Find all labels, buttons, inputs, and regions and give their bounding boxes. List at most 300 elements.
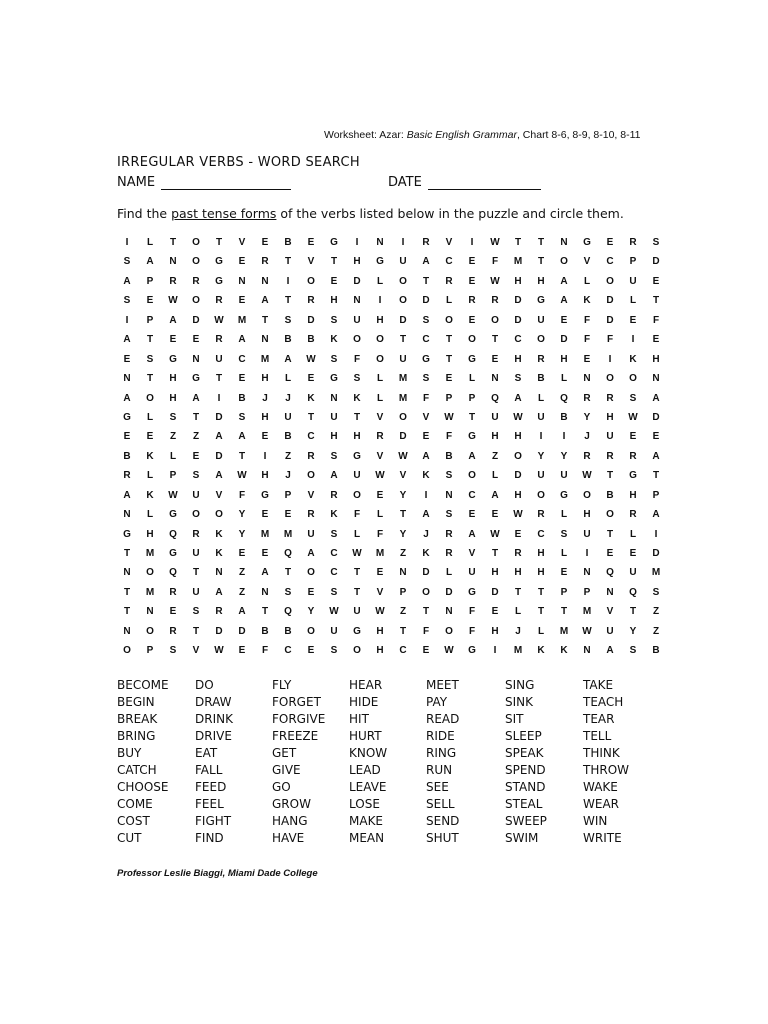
- grid-letter[interactable]: O: [215, 509, 223, 521]
- grid-letter[interactable]: D: [606, 314, 614, 326]
- grid-letter[interactable]: N: [353, 295, 361, 307]
- grid-letter[interactable]: N: [192, 353, 200, 365]
- grid-letter[interactable]: T: [514, 586, 522, 598]
- grid-letter[interactable]: S: [652, 586, 660, 598]
- grid-letter[interactable]: T: [422, 606, 430, 618]
- grid-letter[interactable]: L: [560, 373, 568, 385]
- grid-letter[interactable]: R: [307, 509, 315, 521]
- grid-letter[interactable]: Z: [238, 586, 246, 598]
- grid-letter[interactable]: O: [399, 295, 407, 307]
- grid-letter[interactable]: Y: [629, 625, 637, 637]
- grid-letter[interactable]: K: [560, 645, 568, 657]
- grid-letter[interactable]: R: [583, 392, 591, 404]
- grid-letter[interactable]: K: [146, 450, 154, 462]
- grid-letter[interactable]: R: [537, 509, 545, 521]
- grid-letter[interactable]: T: [537, 237, 545, 248]
- grid-letter[interactable]: K: [537, 645, 545, 657]
- grid-letter[interactable]: T: [215, 373, 223, 385]
- grid-letter[interactable]: U: [583, 528, 591, 540]
- grid-letter[interactable]: L: [629, 295, 637, 307]
- grid-letter[interactable]: E: [514, 528, 522, 540]
- grid-letter[interactable]: A: [491, 489, 499, 501]
- grid-letter[interactable]: G: [537, 295, 545, 307]
- grid-letter[interactable]: M: [145, 548, 155, 559]
- grid-letter[interactable]: S: [422, 373, 430, 385]
- grid-letter[interactable]: L: [146, 237, 154, 248]
- grid-letter[interactable]: N: [445, 489, 453, 501]
- grid-letter[interactable]: W: [237, 470, 247, 482]
- grid-letter[interactable]: C: [606, 256, 614, 268]
- grid-letter[interactable]: L: [353, 528, 361, 540]
- grid-letter[interactable]: O: [376, 353, 384, 365]
- grid-letter[interactable]: U: [537, 314, 545, 326]
- grid-letter[interactable]: D: [399, 314, 407, 326]
- grid-letter[interactable]: S: [146, 353, 154, 365]
- grid-letter[interactable]: G: [215, 256, 223, 268]
- grid-letter[interactable]: T: [560, 606, 568, 618]
- grid-letter[interactable]: N: [583, 567, 591, 579]
- grid-letter[interactable]: G: [629, 470, 637, 482]
- grid-letter[interactable]: T: [123, 548, 131, 559]
- grid-letter[interactable]: T: [491, 334, 499, 346]
- grid-letter[interactable]: W: [398, 450, 408, 462]
- grid-letter[interactable]: Q: [284, 606, 292, 618]
- grid-letter[interactable]: R: [629, 509, 637, 521]
- grid-letter[interactable]: H: [261, 470, 269, 482]
- grid-letter[interactable]: E: [238, 373, 246, 385]
- grid-letter[interactable]: T: [261, 606, 269, 618]
- grid-letter[interactable]: N: [261, 334, 269, 346]
- grid-letter[interactable]: O: [491, 314, 499, 326]
- grid-letter[interactable]: N: [169, 256, 177, 268]
- grid-letter[interactable]: E: [146, 295, 154, 307]
- grid-letter[interactable]: N: [652, 373, 660, 385]
- grid-letter[interactable]: N: [238, 275, 246, 287]
- grid-letter[interactable]: D: [422, 295, 430, 307]
- grid-letter[interactable]: E: [307, 645, 315, 657]
- grid-letter[interactable]: L: [376, 509, 384, 521]
- grid-letter[interactable]: H: [376, 625, 384, 637]
- grid-letter[interactable]: L: [491, 470, 499, 482]
- grid-letter[interactable]: E: [422, 645, 430, 657]
- grid-letter[interactable]: A: [468, 450, 476, 462]
- grid-letter[interactable]: V: [376, 411, 384, 423]
- grid-letter[interactable]: Q: [560, 392, 568, 404]
- grid-letter[interactable]: K: [583, 295, 591, 307]
- grid-letter[interactable]: Q: [169, 567, 177, 579]
- grid-letter[interactable]: T: [445, 334, 453, 346]
- grid-letter[interactable]: T: [330, 256, 338, 268]
- grid-letter[interactable]: S: [169, 645, 177, 657]
- grid-letter[interactable]: E: [284, 509, 292, 521]
- grid-letter[interactable]: A: [422, 256, 430, 268]
- grid-letter[interactable]: R: [261, 256, 269, 268]
- grid-letter[interactable]: T: [284, 256, 292, 268]
- grid-letter[interactable]: E: [307, 237, 315, 248]
- grid-letter[interactable]: W: [444, 645, 454, 657]
- grid-letter[interactable]: F: [583, 314, 591, 326]
- grid-letter[interactable]: Y: [537, 450, 545, 462]
- grid-letter[interactable]: M: [559, 625, 569, 637]
- grid-letter[interactable]: U: [192, 489, 200, 501]
- grid-letter[interactable]: E: [468, 275, 476, 287]
- grid-letter[interactable]: N: [606, 586, 614, 598]
- grid-letter[interactable]: H: [537, 275, 545, 287]
- grid-letter[interactable]: V: [583, 256, 591, 268]
- grid-letter[interactable]: N: [261, 275, 269, 287]
- grid-letter[interactable]: D: [307, 314, 315, 326]
- grid-letter[interactable]: E: [169, 606, 177, 618]
- grid-letter[interactable]: N: [261, 586, 269, 598]
- grid-letter[interactable]: Z: [652, 625, 660, 637]
- grid-letter[interactable]: D: [399, 431, 407, 443]
- grid-letter[interactable]: O: [468, 470, 476, 482]
- grid-letter[interactable]: R: [422, 237, 430, 248]
- grid-letter[interactable]: H: [514, 431, 522, 443]
- grid-letter[interactable]: A: [560, 275, 568, 287]
- grid-letter[interactable]: L: [583, 275, 591, 287]
- grid-letter[interactable]: H: [491, 625, 499, 637]
- grid-letter[interactable]: Y: [307, 606, 315, 618]
- grid-letter[interactable]: E: [169, 334, 177, 346]
- grid-letter[interactable]: F: [353, 353, 361, 365]
- grid-letter[interactable]: H: [537, 567, 545, 579]
- grid-letter[interactable]: O: [192, 509, 200, 521]
- grid-letter[interactable]: E: [491, 606, 499, 618]
- grid-letter[interactable]: L: [560, 548, 568, 559]
- grid-letter[interactable]: G: [169, 509, 177, 521]
- grid-letter[interactable]: M: [582, 606, 592, 618]
- grid-letter[interactable]: A: [215, 470, 223, 482]
- grid-letter[interactable]: H: [514, 353, 522, 365]
- grid-letter[interactable]: R: [123, 470, 131, 482]
- grid-letter[interactable]: K: [215, 548, 223, 559]
- grid-letter[interactable]: R: [215, 295, 223, 307]
- grid-letter[interactable]: N: [583, 373, 591, 385]
- grid-letter[interactable]: L: [146, 470, 154, 482]
- grid-letter[interactable]: O: [307, 275, 315, 287]
- grid-letter[interactable]: E: [652, 334, 660, 346]
- grid-letter[interactable]: U: [353, 606, 361, 618]
- grid-letter[interactable]: G: [468, 353, 476, 365]
- grid-letter[interactable]: D: [560, 334, 568, 346]
- grid-letter[interactable]: D: [606, 295, 614, 307]
- grid-letter[interactable]: A: [560, 295, 568, 307]
- grid-letter[interactable]: T: [399, 625, 407, 637]
- grid-letter[interactable]: O: [514, 450, 522, 462]
- grid-letter[interactable]: T: [537, 586, 545, 598]
- grid-letter[interactable]: D: [514, 295, 522, 307]
- grid-letter[interactable]: C: [399, 645, 407, 657]
- grid-letter[interactable]: L: [514, 606, 522, 618]
- grid-letter[interactable]: G: [215, 275, 223, 287]
- grid-letter[interactable]: S: [123, 256, 131, 268]
- grid-letter[interactable]: D: [652, 411, 660, 423]
- grid-letter[interactable]: T: [192, 625, 200, 637]
- grid-letter[interactable]: S: [284, 586, 292, 598]
- grid-letter[interactable]: G: [192, 373, 200, 385]
- grid-letter[interactable]: U: [330, 411, 338, 423]
- grid-letter[interactable]: A: [606, 645, 614, 657]
- grid-letter[interactable]: M: [651, 567, 661, 579]
- grid-letter[interactable]: P: [146, 645, 154, 657]
- grid-letter[interactable]: J: [515, 625, 521, 637]
- grid-letter[interactable]: D: [445, 586, 453, 598]
- grid-letter[interactable]: S: [123, 295, 131, 307]
- grid-letter[interactable]: L: [468, 373, 476, 385]
- grid-letter[interactable]: W: [352, 548, 362, 559]
- grid-letter[interactable]: R: [445, 275, 453, 287]
- grid-letter[interactable]: R: [468, 295, 476, 307]
- grid-letter[interactable]: B: [445, 450, 453, 462]
- grid-letter[interactable]: T: [445, 353, 453, 365]
- grid-letter[interactable]: A: [652, 392, 660, 404]
- grid-letter[interactable]: P: [399, 586, 407, 598]
- grid-letter[interactable]: E: [330, 275, 338, 287]
- grid-letter[interactable]: B: [537, 373, 545, 385]
- grid-letter[interactable]: S: [330, 645, 338, 657]
- grid-letter[interactable]: K: [146, 489, 154, 501]
- grid-letter[interactable]: F: [491, 256, 499, 268]
- grid-letter[interactable]: A: [123, 334, 131, 346]
- grid-letter[interactable]: W: [490, 275, 500, 287]
- grid-letter[interactable]: F: [468, 606, 476, 618]
- grid-letter[interactable]: W: [513, 509, 523, 521]
- grid-letter[interactable]: E: [629, 314, 637, 326]
- grid-letter[interactable]: P: [146, 314, 154, 326]
- grid-letter[interactable]: D: [422, 567, 430, 579]
- grid-letter[interactable]: N: [491, 373, 499, 385]
- grid-letter[interactable]: W: [375, 470, 385, 482]
- grid-letter[interactable]: K: [629, 353, 637, 365]
- grid-letter[interactable]: L: [537, 625, 545, 637]
- grid-letter[interactable]: S: [330, 314, 338, 326]
- grid-letter[interactable]: O: [353, 334, 361, 346]
- grid-letter[interactable]: U: [606, 625, 614, 637]
- grid-letter[interactable]: D: [192, 314, 200, 326]
- grid-letter[interactable]: A: [215, 586, 223, 598]
- grid-letter[interactable]: O: [192, 237, 200, 248]
- grid-letter[interactable]: N: [123, 625, 131, 637]
- grid-letter[interactable]: Y: [583, 411, 591, 423]
- grid-letter[interactable]: T: [192, 567, 200, 579]
- grid-letter[interactable]: W: [490, 237, 500, 248]
- grid-letter[interactable]: T: [215, 237, 223, 248]
- grid-letter[interactable]: Z: [491, 450, 499, 462]
- grid-letter[interactable]: E: [422, 431, 430, 443]
- grid-letter[interactable]: E: [583, 353, 591, 365]
- grid-letter[interactable]: A: [330, 470, 338, 482]
- grid-letter[interactable]: P: [583, 586, 591, 598]
- grid-letter[interactable]: M: [398, 373, 408, 385]
- grid-letter[interactable]: H: [491, 431, 499, 443]
- grid-letter[interactable]: V: [399, 470, 407, 482]
- grid-letter[interactable]: Z: [652, 606, 660, 618]
- grid-letter[interactable]: A: [652, 509, 660, 521]
- grid-letter[interactable]: O: [560, 256, 568, 268]
- grid-letter[interactable]: K: [422, 470, 430, 482]
- grid-letter[interactable]: S: [330, 528, 338, 540]
- grid-letter[interactable]: T: [146, 334, 154, 346]
- grid-letter[interactable]: T: [606, 528, 614, 540]
- grid-letter[interactable]: L: [445, 295, 453, 307]
- grid-letter[interactable]: M: [398, 392, 408, 404]
- grid-letter[interactable]: V: [307, 256, 315, 268]
- grid-letter[interactable]: T: [169, 237, 177, 248]
- grid-letter[interactable]: I: [355, 237, 359, 248]
- grid-letter[interactable]: E: [629, 431, 637, 443]
- grid-letter[interactable]: U: [330, 625, 338, 637]
- grid-letter[interactable]: U: [606, 431, 614, 443]
- grid-letter[interactable]: G: [330, 373, 338, 385]
- grid-letter[interactable]: U: [307, 528, 315, 540]
- grid-letter[interactable]: O: [146, 392, 154, 404]
- grid-letter[interactable]: L: [284, 373, 292, 385]
- grid-letter[interactable]: L: [537, 392, 545, 404]
- grid-letter[interactable]: W: [513, 411, 523, 423]
- grid-letter[interactable]: N: [215, 567, 223, 579]
- grid-letter[interactable]: R: [307, 295, 315, 307]
- grid-letter[interactable]: G: [169, 353, 177, 365]
- grid-letter[interactable]: P: [445, 392, 453, 404]
- grid-letter[interactable]: T: [491, 548, 499, 559]
- grid-letter[interactable]: C: [514, 334, 522, 346]
- grid-letter[interactable]: S: [330, 353, 338, 365]
- grid-letter[interactable]: A: [215, 431, 223, 443]
- grid-letter[interactable]: T: [238, 450, 246, 462]
- grid-letter[interactable]: H: [376, 645, 384, 657]
- grid-letter[interactable]: O: [192, 256, 200, 268]
- grid-letter[interactable]: P: [629, 256, 637, 268]
- grid-letter[interactable]: I: [125, 237, 129, 248]
- grid-letter[interactable]: V: [376, 450, 384, 462]
- grid-letter[interactable]: E: [468, 256, 476, 268]
- grid-letter[interactable]: C: [238, 353, 246, 365]
- grid-letter[interactable]: U: [284, 411, 292, 423]
- grid-letter[interactable]: L: [376, 373, 384, 385]
- grid-letter[interactable]: S: [445, 509, 453, 521]
- grid-letter[interactable]: H: [330, 295, 338, 307]
- grid-letter[interactable]: H: [537, 548, 545, 559]
- grid-letter[interactable]: P: [284, 489, 292, 501]
- grid-letter[interactable]: E: [238, 548, 246, 559]
- grid-letter[interactable]: Q: [491, 392, 499, 404]
- grid-letter[interactable]: P: [169, 470, 177, 482]
- grid-letter[interactable]: N: [123, 373, 131, 385]
- grid-letter[interactable]: A: [307, 548, 315, 559]
- grid-letter[interactable]: B: [284, 334, 292, 346]
- grid-letter[interactable]: Q: [169, 528, 177, 540]
- grid-letter[interactable]: H: [353, 431, 361, 443]
- grid-letter[interactable]: Z: [399, 606, 407, 618]
- grid-letter[interactable]: S: [514, 373, 522, 385]
- grid-letter[interactable]: U: [215, 353, 223, 365]
- grid-letter[interactable]: T: [284, 295, 292, 307]
- grid-letter[interactable]: C: [307, 431, 315, 443]
- grid-letter[interactable]: I: [286, 275, 290, 287]
- grid-letter[interactable]: O: [445, 314, 453, 326]
- grid-letter[interactable]: R: [606, 450, 614, 462]
- grid-letter[interactable]: C: [330, 548, 338, 559]
- grid-letter[interactable]: A: [261, 295, 269, 307]
- grid-letter[interactable]: F: [606, 334, 614, 346]
- grid-letter[interactable]: D: [238, 625, 246, 637]
- grid-letter[interactable]: T: [537, 256, 545, 268]
- grid-letter[interactable]: T: [422, 275, 430, 287]
- grid-letter[interactable]: N: [445, 606, 453, 618]
- grid-letter[interactable]: G: [123, 528, 131, 540]
- grid-letter[interactable]: P: [146, 275, 154, 287]
- grid-letter[interactable]: T: [123, 606, 131, 618]
- grid-letter[interactable]: I: [263, 450, 267, 462]
- grid-letter[interactable]: U: [537, 470, 545, 482]
- grid-letter[interactable]: E: [261, 509, 269, 521]
- grid-letter[interactable]: N: [583, 645, 591, 657]
- grid-letter[interactable]: F: [238, 489, 246, 501]
- grid-letter[interactable]: O: [468, 334, 476, 346]
- grid-letter[interactable]: S: [284, 314, 292, 326]
- grid-letter[interactable]: U: [537, 411, 545, 423]
- grid-letter[interactable]: I: [608, 353, 612, 365]
- grid-letter[interactable]: G: [560, 489, 568, 501]
- grid-letter[interactable]: R: [491, 295, 499, 307]
- grid-letter[interactable]: R: [169, 275, 177, 287]
- grid-letter[interactable]: R: [537, 353, 545, 365]
- grid-letter[interactable]: I: [424, 489, 428, 501]
- grid-letter[interactable]: J: [285, 470, 291, 482]
- grid-letter[interactable]: R: [192, 275, 200, 287]
- grid-letter[interactable]: G: [261, 489, 269, 501]
- grid-letter[interactable]: E: [445, 373, 453, 385]
- grid-letter[interactable]: B: [307, 334, 315, 346]
- grid-letter[interactable]: H: [514, 567, 522, 579]
- grid-letter[interactable]: L: [146, 411, 154, 423]
- grid-letter[interactable]: A: [422, 450, 430, 462]
- grid-letter[interactable]: R: [169, 625, 177, 637]
- grid-letter[interactable]: I: [217, 392, 221, 404]
- grid-letter[interactable]: J: [584, 431, 590, 443]
- grid-letter[interactable]: R: [629, 450, 637, 462]
- grid-letter[interactable]: I: [585, 548, 589, 559]
- grid-letter[interactable]: I: [562, 431, 566, 443]
- grid-letter[interactable]: H: [514, 489, 522, 501]
- grid-letter[interactable]: H: [330, 431, 338, 443]
- grid-letter[interactable]: V: [422, 411, 430, 423]
- grid-letter[interactable]: E: [652, 431, 660, 443]
- grid-letter[interactable]: L: [376, 392, 384, 404]
- grid-letter[interactable]: H: [376, 314, 384, 326]
- grid-letter[interactable]: F: [468, 625, 476, 637]
- grid-letter[interactable]: O: [399, 411, 407, 423]
- grid-letter[interactable]: K: [422, 548, 430, 559]
- grid-letter[interactable]: C: [445, 256, 453, 268]
- grid-letter[interactable]: B: [284, 237, 292, 248]
- grid-letter[interactable]: E: [491, 353, 499, 365]
- grid-letter[interactable]: M: [283, 528, 293, 540]
- grid-letter[interactable]: S: [192, 606, 200, 618]
- grid-letter[interactable]: A: [284, 353, 292, 365]
- grid-letter[interactable]: W: [214, 645, 224, 657]
- grid-letter[interactable]: B: [284, 431, 292, 443]
- grid-letter[interactable]: U: [399, 353, 407, 365]
- grid-letter[interactable]: O: [606, 509, 614, 521]
- grid-letter[interactable]: V: [445, 237, 453, 248]
- grid-letter[interactable]: E: [560, 567, 568, 579]
- grid-letter[interactable]: H: [629, 489, 637, 501]
- grid-letter[interactable]: W: [214, 314, 224, 326]
- grid-letter[interactable]: B: [560, 411, 568, 423]
- grid-letter[interactable]: Z: [399, 548, 407, 559]
